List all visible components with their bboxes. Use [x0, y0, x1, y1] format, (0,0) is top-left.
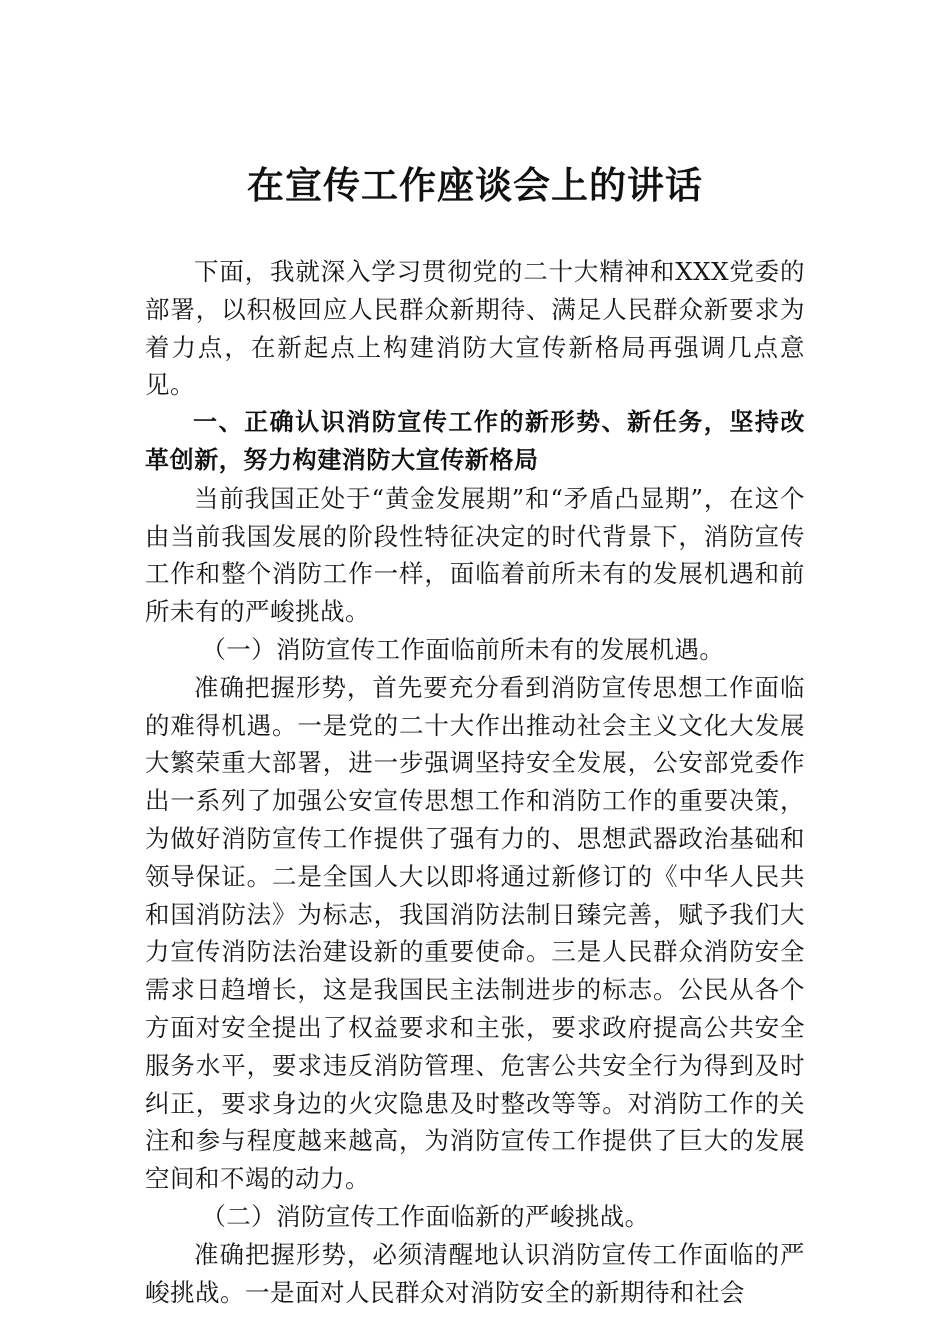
- section-heading-1: 一、正确认识消防宣传工作的新形势、新任务，坚持改革创新，努力构建消防大宣传新格局: [145, 408, 805, 474]
- body-paragraph: 当前我国正处于“黄金发展期”和“矛盾凸显期”，在这个由当前我国发展的阶段性特征决定的时代背景下，消防宣传工作和整个消防工作一样，面临着前所未有的发展机遇和前所未有的严峻挑战。: [145, 483, 805, 627]
- subsection-heading-1: （一）消防宣传工作面临前所未有的发展机遇。: [201, 634, 725, 664]
- intro-paragraph: 下面，我就深入学习贯彻党的二十大精神和XXX党委的部署，以积极回应人民群众新期待、满足人民群众新要求为着力点，在新起点上构建消防大宣传新格局再强调几点意见。: [145, 257, 805, 400]
- subsection-heading-2: （二）消防宣传工作面临新的严峻挑战。: [201, 1201, 650, 1231]
- body-paragraph: 准确把握形势，必须清醒地认识消防宣传工作面临的严峻挑战。一是面对人民群众对消防安全的新期待和社会: [145, 1239, 805, 1307]
- document-title: 在宣传工作座谈会上的讲话: [247, 163, 703, 207]
- body-paragraph: 准确把握形势，首先要充分看到消防宣传思想工作面临的难得机遇。一是党的二十大作出推动社会主义文化大发展大繁荣重大部署，进一步强调坚持安全发展，公安部党委作出一系列了加强公安宣传思想工作和消防工作的重要决策，为做好消防宣传工作提供了强有力的、思想武器政治基础和领导保证。二是全国人大以即将通过新修订的《中华人民共和国消防法》为标志，我国消防法制日臻完善，赋予我们大力宣传消防法治建设新的重要使命。三是人民群众消防安全需求日趋增长，这是我国民主法制进步的标志。公民从各个方面对安全提出了权益要求和主张，要求政府提高公共安全服务水平，要求违反消防管理、危害公共安全行为得到及时纠正，要求身边的火灾隐患及时整改等等。对消防工作的关注和参与程度越来越高，为消防宣传工作提供了巨大的发展空间和不竭的动力。: [145, 672, 805, 1194]
- document-body: [145, 253, 805, 1311]
